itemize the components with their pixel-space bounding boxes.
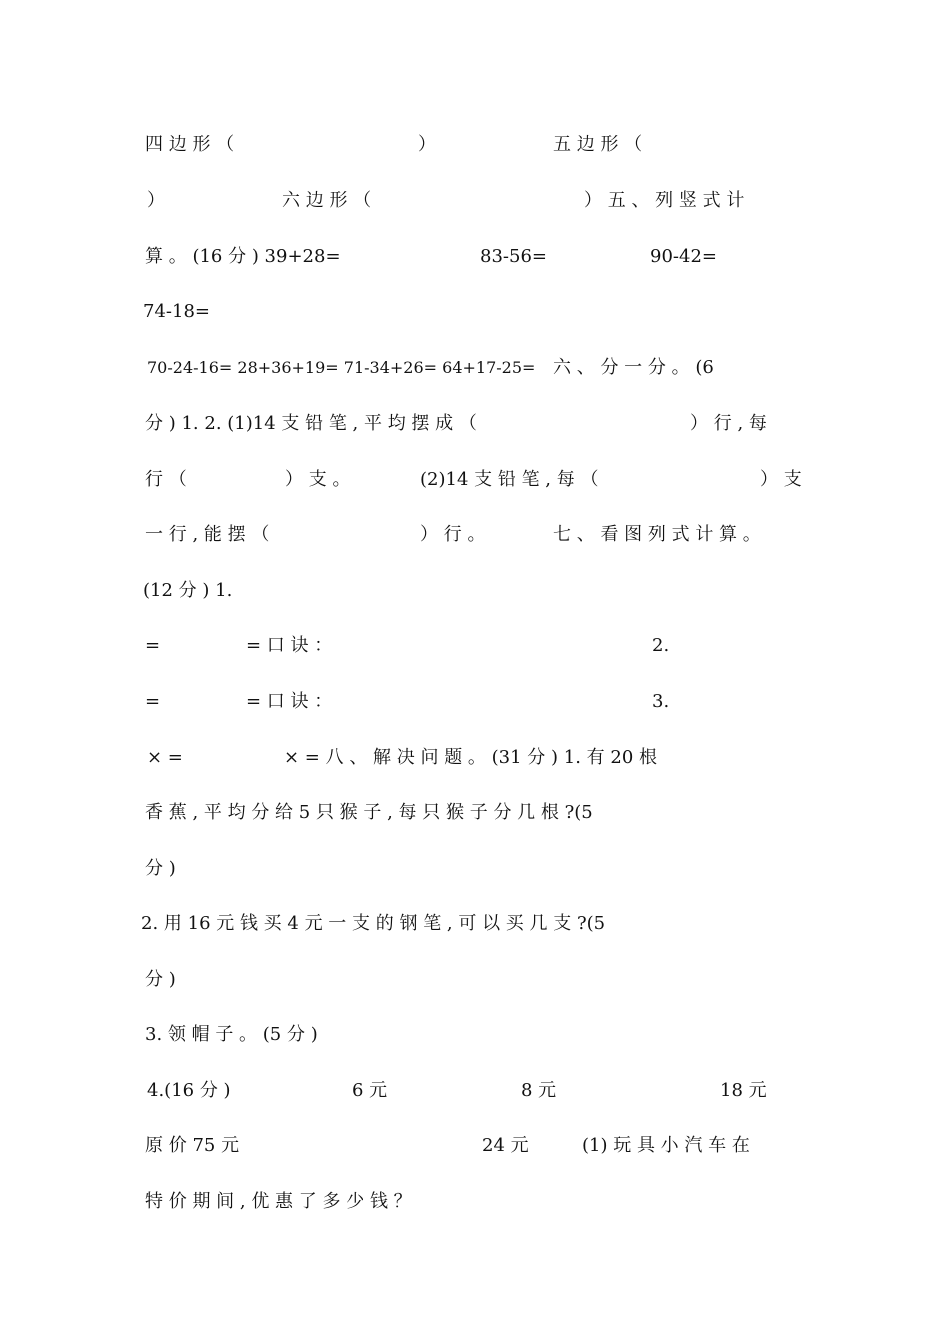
text-segment: ） 支: [760, 469, 802, 490]
text-segment: ） 行 , 每: [690, 413, 767, 434]
text-segment: 3. 领 帽 子 。 (5 分 ): [145, 1024, 318, 1045]
text-segment: =: [145, 635, 161, 656]
text-line: [0, 631, 950, 661]
text-segment: × =: [147, 747, 183, 768]
text-segment: 6 元: [352, 1080, 388, 1101]
text-line: [0, 1131, 950, 1161]
text-segment: 83-56=: [480, 246, 547, 267]
text-segment: 分 ): [145, 969, 176, 990]
text-segment: 六 、 分 一 分 。 (6: [553, 357, 714, 378]
text-line: [0, 687, 950, 717]
text-line: [0, 297, 950, 327]
text-segment: 七 、 看 图 列 式 计 算 。: [553, 524, 761, 545]
text-segment: 六 边 形 （: [282, 190, 372, 211]
text-segment: 74-18=: [143, 301, 210, 322]
text-segment: 四 边 形 （: [145, 134, 235, 155]
text-line: [0, 520, 950, 550]
text-line: [0, 409, 950, 439]
text-segment: 香 蕉 , 平 均 分 给 5 只 猴 子 , 每 只 猴 子 分 几 根 ?(5: [145, 802, 593, 823]
text-line: [0, 1076, 950, 1106]
text-line: [0, 1020, 950, 1050]
text-segment: =: [145, 691, 161, 712]
text-segment: 4.(16 分 ): [147, 1080, 231, 1101]
text-line: [0, 242, 950, 272]
text-line: [0, 1187, 950, 1217]
text-segment: 2.: [652, 635, 670, 656]
text-segment: ） 支 。: [285, 469, 351, 490]
text-segment: 90-42=: [650, 246, 717, 267]
text-segment: 特 价 期 间 , 优 惠 了 多 少 钱 ？: [145, 1191, 412, 1212]
text-line: [0, 743, 950, 773]
text-line: [0, 909, 950, 939]
text-segment: 2. 用 16 元 钱 买 4 元 一 支 的 钢 笔 , 可 以 买 几 支 ?(5: [141, 913, 606, 934]
text-segment: × = 八 、 解 决 问 题 。 (31 分 ) 1. 有 20 根: [284, 747, 658, 768]
text-segment: 分 ): [145, 858, 176, 879]
text-segment: ）: [418, 134, 436, 155]
text-line: [0, 130, 950, 160]
text-segment: 一 行 , 能 摆 （: [145, 524, 270, 545]
text-segment: 分 ) 1. 2. (1)14 支 铅 笔 , 平 均 摆 成 （: [145, 413, 477, 434]
text-segment: 算 。 (16 分 ) 39+28=: [145, 246, 341, 267]
text-segment: 五 边 形 （: [553, 134, 643, 155]
text-segment: = 口 诀 ：: [246, 691, 333, 712]
text-line: [0, 798, 950, 828]
text-segment: 24 元: [482, 1135, 529, 1156]
text-segment: 70-24-16= 28+36+19= 71-34+26= 64+17-25=: [147, 358, 536, 377]
text-segment: ）: [147, 190, 165, 211]
text-segment: = 口 诀 ：: [246, 635, 333, 656]
text-segment: ） 行 。: [420, 524, 486, 545]
text-segment: 18 元: [720, 1080, 767, 1101]
text-line: [0, 353, 950, 383]
text-segment: (12 分 ) 1.: [143, 580, 233, 601]
text-line: [0, 965, 950, 995]
text-segment: ） 五 、 列 竖 式 计: [584, 190, 745, 211]
text-segment: (2)14 支 铅 笔 , 每 （: [420, 469, 599, 490]
text-segment: 3.: [652, 691, 670, 712]
text-segment: 行 （: [145, 469, 187, 490]
text-segment: 原 价 75 元: [145, 1135, 240, 1156]
text-line: [0, 186, 950, 216]
text-segment: 8 元: [521, 1080, 557, 1101]
text-segment: (1) 玩 具 小 汽 车 在: [582, 1135, 750, 1156]
text-line: [0, 854, 950, 884]
text-line: [0, 465, 950, 495]
text-line: [0, 576, 950, 606]
